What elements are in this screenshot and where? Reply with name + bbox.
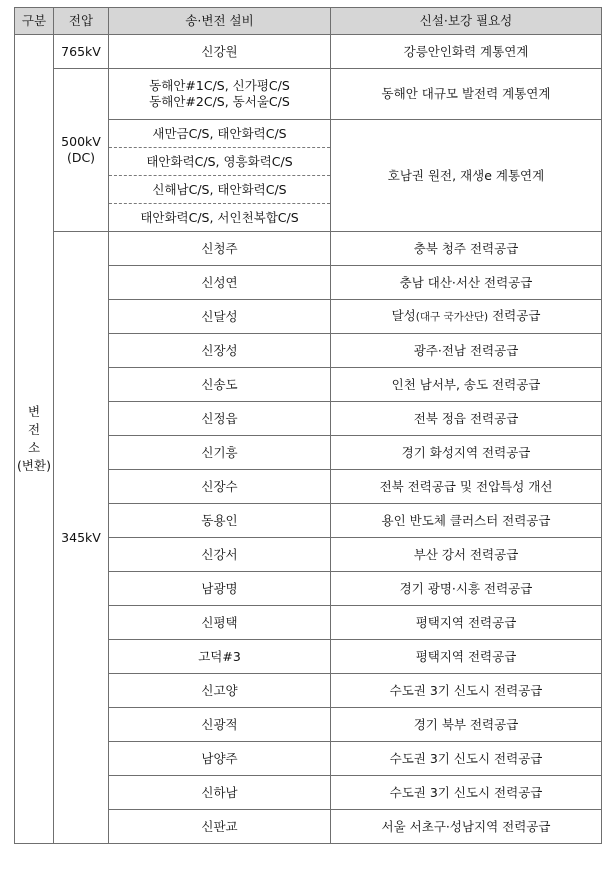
facility-cell: 동용인 bbox=[109, 504, 331, 538]
need-cell: 평택지역 전력공급 bbox=[331, 606, 602, 640]
table-row bbox=[15, 232, 602, 266]
facility-cell: 신해남C/S, 태안화력C/S bbox=[109, 176, 331, 204]
facility-cell: 태안화력C/S, 서인천복합C/S bbox=[109, 204, 331, 232]
need-cell: 수도권 3기 신도시 전력공급 bbox=[331, 776, 602, 810]
need-cell: 동해안 대규모 발전력 계통연계 bbox=[331, 69, 602, 120]
header-row bbox=[15, 8, 602, 35]
header-category: 구분 bbox=[15, 8, 54, 35]
facility-cell: 새만금C/S, 태안화력C/S bbox=[109, 120, 331, 148]
facility-cell: 신판교 bbox=[109, 810, 331, 844]
need-cell: 전북 전력공급 및 전압특성 개선 bbox=[331, 470, 602, 504]
need-cell: 광주·전남 전력공급 bbox=[331, 334, 602, 368]
need-cell: 용인 반도체 클러스터 전력공급 bbox=[331, 504, 602, 538]
need-cell: 인천 남서부, 송도 전력공급 bbox=[331, 368, 602, 402]
facility-cell: 남양주 bbox=[109, 742, 331, 776]
facility-cell: 신장성 bbox=[109, 334, 331, 368]
facility-cell: 고덕#3 bbox=[109, 640, 331, 674]
need-cell: 충북 청주 전력공급 bbox=[331, 232, 602, 266]
facility-cell: 신달성 bbox=[109, 300, 331, 334]
facility-cell: 남광명 bbox=[109, 572, 331, 606]
need-cell: 경기 광명·시흥 전력공급 bbox=[331, 572, 602, 606]
need-cell: 수도권 3기 신도시 전력공급 bbox=[331, 742, 602, 776]
need-cell: 수도권 3기 신도시 전력공급 bbox=[331, 674, 602, 708]
facility-cell: 신강원 bbox=[109, 35, 331, 69]
facility-cell: 신하남 bbox=[109, 776, 331, 810]
voltage-345: 345kV bbox=[54, 232, 109, 844]
need-cell: 서울 서초구·성남지역 전력공급 bbox=[331, 810, 602, 844]
need-cell: 호남권 원전, 재생e 계통연계 bbox=[331, 120, 602, 232]
facility-cell: 신성연 bbox=[109, 266, 331, 300]
substation-table bbox=[14, 7, 602, 844]
facility-cell: 신청주 bbox=[109, 232, 331, 266]
need-cell: 충남 대산·서산 전력공급 bbox=[331, 266, 602, 300]
need-cell: 강릉안인화력 계통연계 bbox=[331, 35, 602, 69]
header-voltage: 전압 bbox=[54, 8, 109, 35]
need-cell: 평택지역 전력공급 bbox=[331, 640, 602, 674]
need-cell: 부산 강서 전력공급 bbox=[331, 538, 602, 572]
header-need: 신설·보강 필요성 bbox=[331, 8, 602, 35]
facility-cell: 신기흥 bbox=[109, 436, 331, 470]
table-row bbox=[15, 35, 602, 69]
need-cell: 경기 북부 전력공급 bbox=[331, 708, 602, 742]
header-facility: 송·변전 설비 bbox=[109, 8, 331, 35]
facility-cell: 태안화력C/S, 영흥화력C/S bbox=[109, 148, 331, 176]
table-row bbox=[15, 69, 602, 120]
need-cell: 달성(대구 국가산단) 전력공급 bbox=[331, 300, 602, 334]
facility-cell: 신강서 bbox=[109, 538, 331, 572]
facility-cell: 신평택 bbox=[109, 606, 331, 640]
facility-cell: 동해안#1C/S, 신가평C/S 동해안#2C/S, 동서울C/S bbox=[109, 69, 331, 120]
need-cell: 경기 화성지역 전력공급 bbox=[331, 436, 602, 470]
facility-cell: 신광적 bbox=[109, 708, 331, 742]
voltage-765: 765kV bbox=[54, 35, 109, 69]
facility-cell: 신장수 bbox=[109, 470, 331, 504]
need-cell: 전북 정읍 전력공급 bbox=[331, 402, 602, 436]
voltage-500: 500kV (DC) bbox=[54, 69, 109, 232]
facility-cell: 신정읍 bbox=[109, 402, 331, 436]
category-cell: 변 전 소 (변환) bbox=[15, 35, 54, 844]
facility-cell: 신고양 bbox=[109, 674, 331, 708]
facility-cell: 신송도 bbox=[109, 368, 331, 402]
